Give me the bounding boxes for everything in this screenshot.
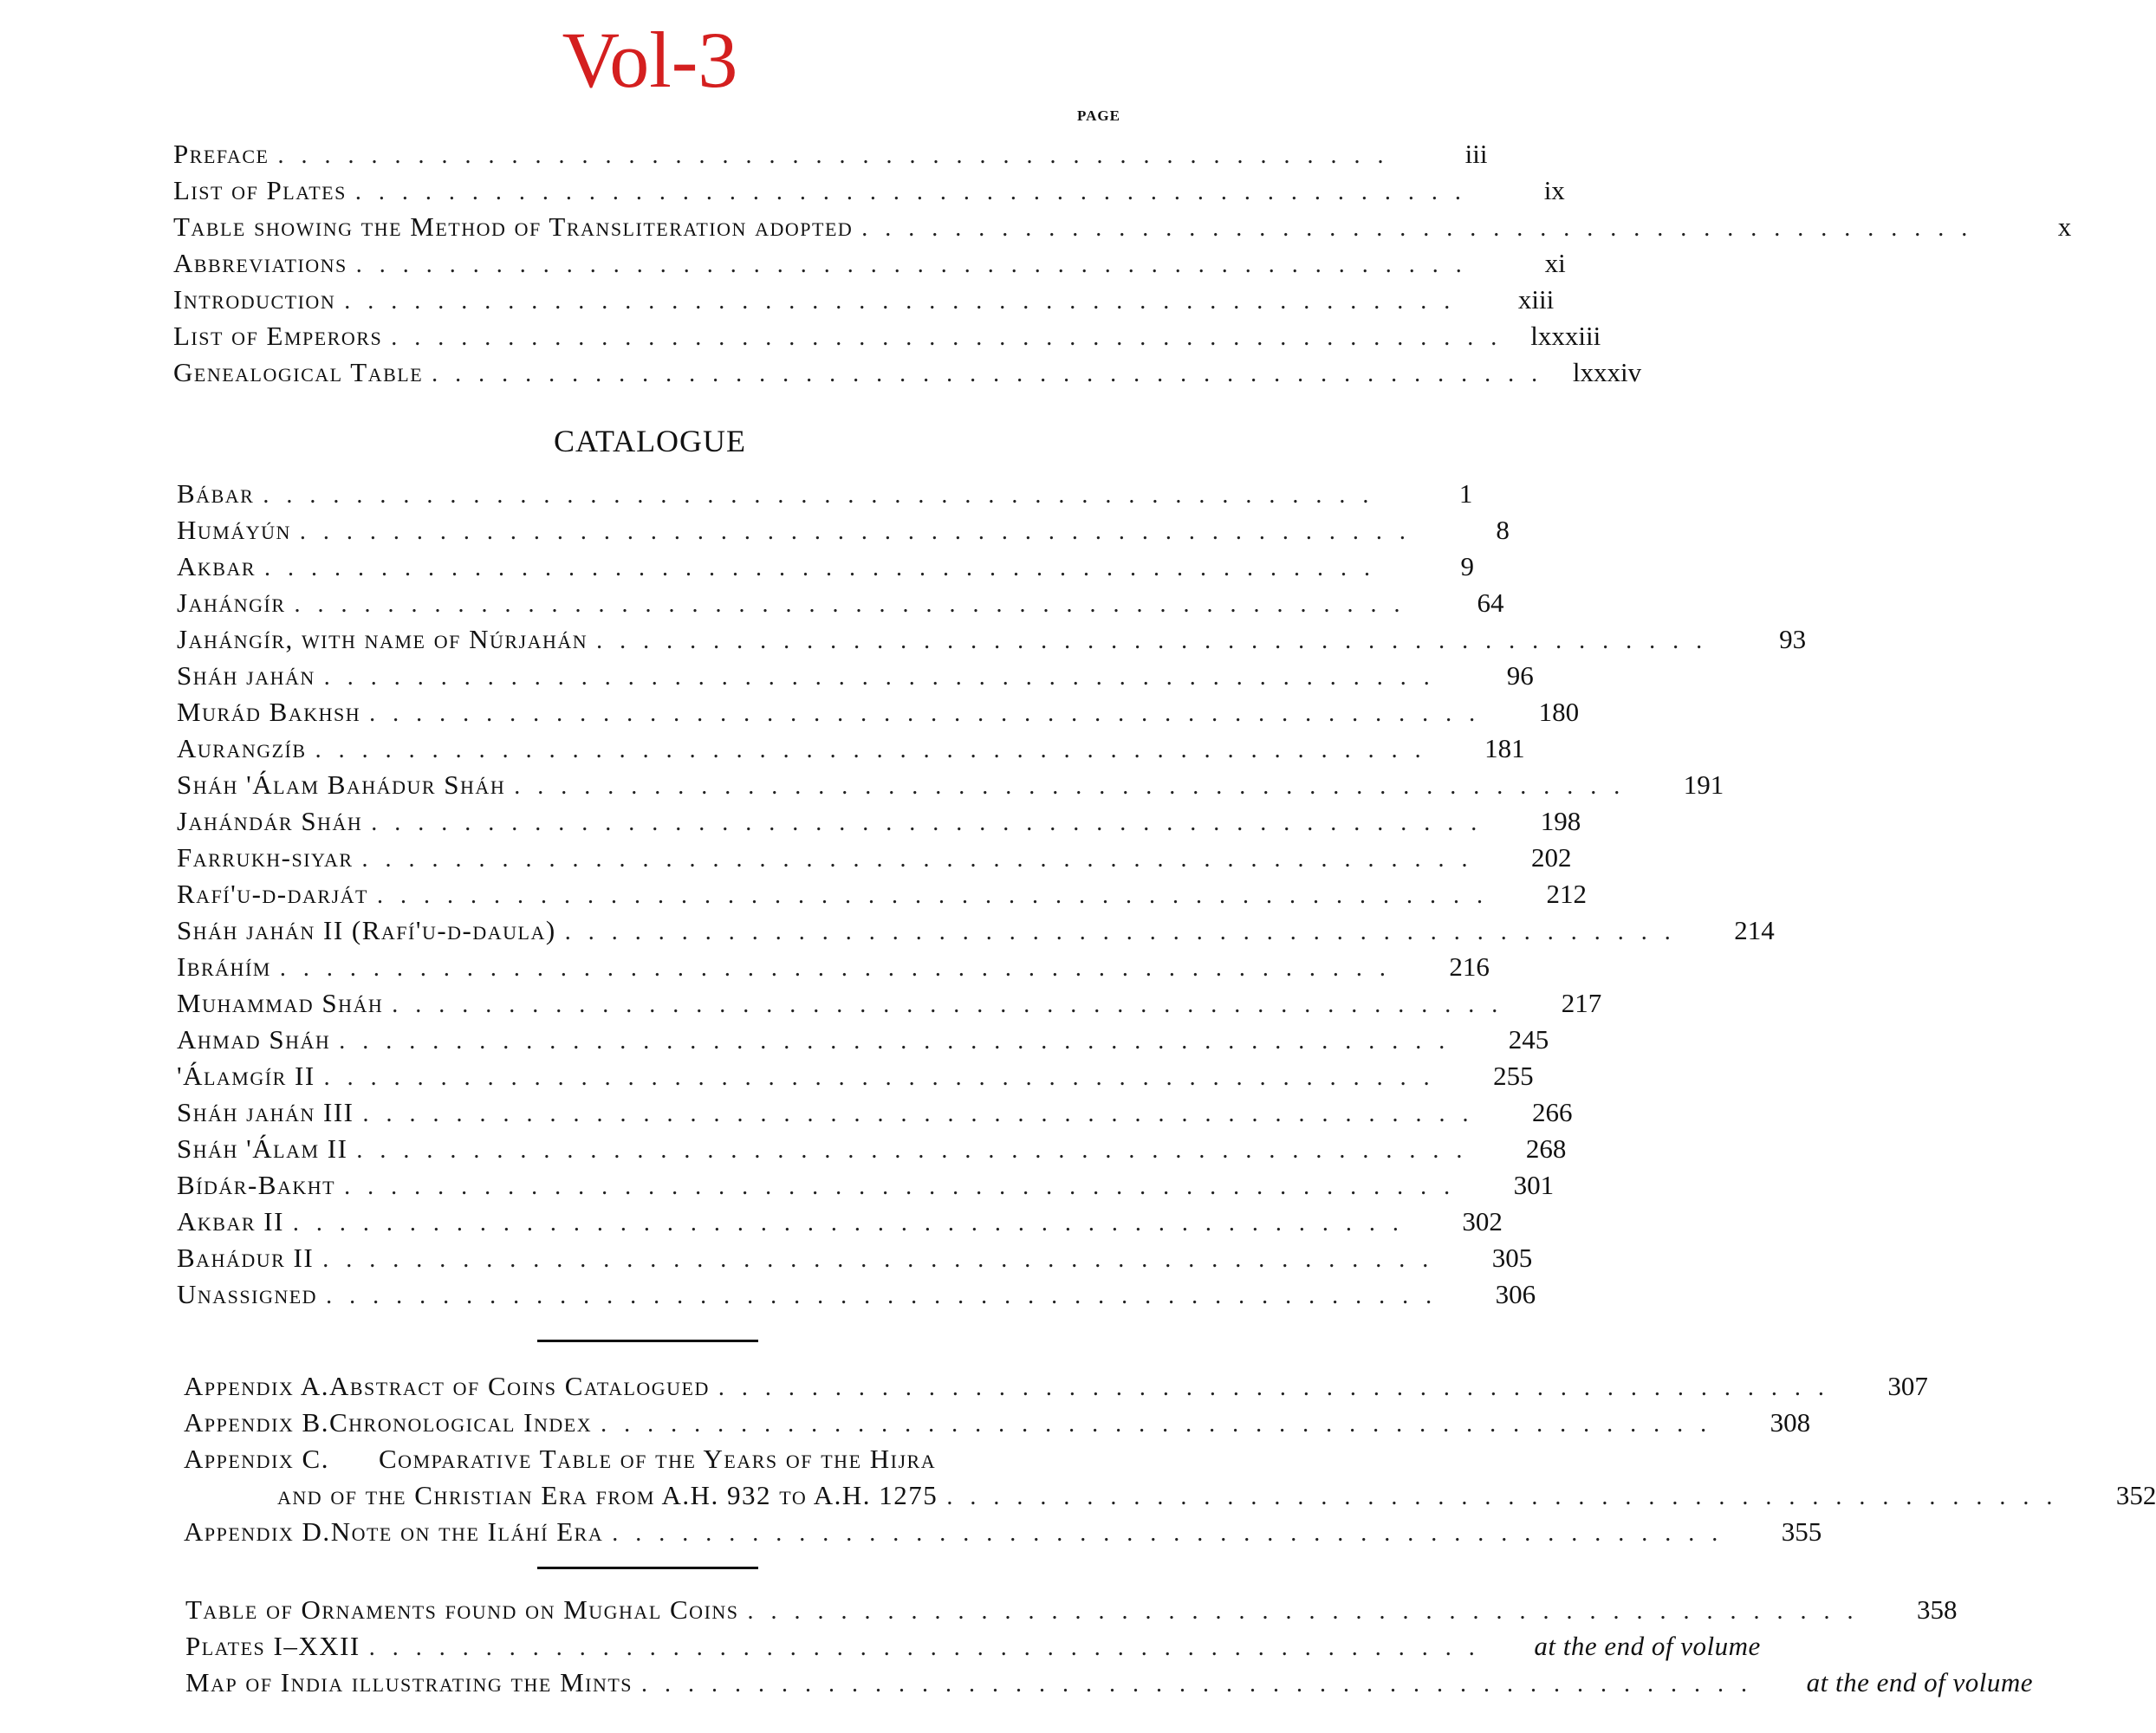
catalogue-page: 64 <box>1477 587 1504 618</box>
leader-dots: ................................................ <box>641 1671 1765 1697</box>
end-matter-row <box>185 1594 1958 1631</box>
catalogue-label: Sháh jahán III <box>177 1097 354 1127</box>
catalogue-label: Akbar <box>177 551 257 581</box>
catalogue-label: Bahádur II <box>177 1243 315 1273</box>
catalogue-row <box>177 1279 1536 1315</box>
toc-label: List of Emperors <box>173 321 383 351</box>
leader-dots: ................................................ <box>315 737 1438 763</box>
toc-label: Preface <box>173 139 270 169</box>
leader-dots: ................................................ <box>299 518 1423 545</box>
catalogue-page: 9 <box>1460 551 1475 581</box>
catalogue-label: Jahángír, with name of Núrjahán <box>177 624 588 654</box>
toc-page: lxxxiii <box>1530 321 1601 351</box>
catalogue-label: 'Álamgír II <box>177 1061 315 1091</box>
toc-row <box>173 139 1488 175</box>
catalogue-label: Bábar <box>177 478 255 509</box>
catalogue-page: 180 <box>1538 697 1580 727</box>
section-rule <box>537 1340 758 1342</box>
catalogue-page: 212 <box>1546 879 1587 909</box>
catalogue-row <box>177 697 1580 733</box>
catalogue-label: Aurangzíb <box>177 733 307 763</box>
catalogue-page: 198 <box>1540 806 1581 836</box>
catalogue-label: Farrukh-siyar <box>177 842 354 873</box>
catalogue-label: Sháh jahán <box>177 660 315 691</box>
appendix-continuation: and of the Christian Era from A.H. 932 to A.H. 1275 <box>277 1480 938 1510</box>
catalogue-row <box>177 915 1775 951</box>
catalogue-page: 266 <box>1532 1097 1573 1127</box>
catalogue-page: 181 <box>1484 733 1525 763</box>
leader-dots: ................................................ <box>612 1520 1736 1547</box>
leader-dots: ................................................ <box>355 251 1479 278</box>
catalogue-row <box>177 515 1510 551</box>
catalogue-label: Humáyún <box>177 515 291 545</box>
catalogue-row <box>177 806 1581 842</box>
leader-dots: ................................................ <box>564 918 1688 945</box>
leader-dots: ................................................ <box>339 1028 1463 1055</box>
catalogue-page: 216 <box>1449 951 1490 982</box>
catalogue-row <box>177 842 1572 879</box>
catalogue-label: Sháh jahán II (Rafí'u-d-daula) <box>177 915 556 945</box>
catalogue-page: 93 <box>1779 624 1807 654</box>
catalogue-page: 1 <box>1458 478 1473 509</box>
toc-row <box>173 211 2072 248</box>
toc-row <box>173 321 1601 357</box>
catalogue-row <box>177 879 1587 915</box>
catalogue-row <box>177 769 1724 806</box>
leader-dots: ................................................ <box>376 882 1500 909</box>
toc-page: iii <box>1464 139 1488 169</box>
leader-dots: ................................................ <box>601 1411 1724 1438</box>
catalogue-page: 191 <box>1683 769 1724 800</box>
leader-dots: ................................................ <box>946 1483 2070 1510</box>
appendix-page: 308 <box>1770 1407 1811 1438</box>
catalogue-page: 245 <box>1508 1024 1549 1055</box>
end-matter-row <box>185 1667 2034 1704</box>
leader-dots: ................................................ <box>292 1210 1416 1236</box>
leader-dots: ................................................ <box>277 142 1401 169</box>
catalogue-label: Akbar II <box>177 1206 284 1236</box>
leader-dots: ................................................ <box>344 288 1468 315</box>
toc-page: ix <box>1543 175 1565 205</box>
appendix-page: 307 <box>1887 1371 1928 1401</box>
catalogue-page: 214 <box>1734 915 1775 945</box>
catalogue-label: Sháh 'Álam Bahádur Sháh <box>177 769 506 800</box>
appendix-row <box>184 1444 936 1475</box>
toc-label: Introduction <box>173 284 336 315</box>
appendix-title: Abstract of Coins Catalogued <box>328 1371 710 1401</box>
catalogue-page: 302 <box>1462 1206 1503 1236</box>
leader-dots: ................................................ <box>294 591 1418 618</box>
leader-dots: ................................................ <box>718 1374 1841 1401</box>
appendix-title: Note on the Iláhí Era <box>330 1516 604 1547</box>
leader-dots: ................................................ <box>323 1064 1447 1091</box>
leader-dots: ................................................ <box>264 555 1388 581</box>
catalogue-row <box>177 624 1807 660</box>
catalogue-label: Murád Bakhsh <box>177 697 361 727</box>
toc-label: Table showing the Method of Transliteration adopted <box>173 211 854 242</box>
appendix-row <box>184 1407 1811 1444</box>
appendix-page: 352 <box>2115 1480 2156 1510</box>
catalogue-row <box>177 951 1490 988</box>
section-rule <box>537 1567 758 1569</box>
catalogue-row <box>177 1097 1573 1133</box>
leader-dots: ................................................ <box>354 178 1478 205</box>
catalogue-row <box>177 1170 1555 1206</box>
leader-dots: ................................................ <box>371 809 1495 836</box>
end-matter-label: Table of Ornaments found on Mughal Coins <box>185 1594 739 1625</box>
leader-dots: ................................................ <box>279 955 1403 982</box>
leader-dots: ................................................ <box>392 991 1516 1018</box>
end-matter-page: at the end of volume <box>1806 1667 2034 1697</box>
catalogue-row <box>177 733 1525 769</box>
appendix-title: Comparative Table of the Years of the Hijra <box>379 1444 937 1474</box>
leader-dots: ................................................ <box>596 627 1720 654</box>
appendix-page: 355 <box>1781 1516 1822 1547</box>
catalogue-page: 217 <box>1561 988 1602 1018</box>
catalogue-row <box>177 1061 1534 1097</box>
end-matter-page: at the end of volume <box>1534 1631 1761 1661</box>
end-matter-label: Map of India illustrating the Mints <box>185 1667 633 1697</box>
catalogue-row <box>177 1243 1533 1279</box>
leader-dots: ................................................ <box>747 1598 1871 1625</box>
catalogue-label: Ahmad Sháh <box>177 1024 331 1055</box>
volume-title: Vol-3 <box>562 16 738 104</box>
leader-dots: ................................................ <box>323 664 1447 691</box>
catalogue-page: 202 <box>1531 842 1572 873</box>
appendix-continuation-row <box>277 1480 2156 1516</box>
catalogue-page: 96 <box>1506 660 1534 691</box>
catalogue-page: 255 <box>1493 1061 1534 1091</box>
appendix-title: Chronological Index <box>328 1407 593 1438</box>
catalogue-label: Jahángír <box>177 587 286 618</box>
catalogue-label: Muhammad Sháh <box>177 988 384 1018</box>
appendix-row <box>184 1371 1928 1407</box>
catalogue-heading: CATALOGUE <box>553 424 747 458</box>
leader-dots: ................................................ <box>391 324 1515 351</box>
toc-page: xi <box>1544 248 1566 278</box>
toc-row <box>173 284 1555 321</box>
end-matter-page: 358 <box>1917 1594 1958 1625</box>
leader-dots: ................................................ <box>326 1282 1450 1309</box>
catalogue-row <box>177 1206 1503 1243</box>
catalogue-row <box>177 587 1504 624</box>
catalogue-label: Unassigned <box>177 1279 318 1309</box>
toc-page: xiii <box>1517 284 1555 315</box>
catalogue-page: 268 <box>1525 1133 1567 1164</box>
leader-dots: ................................................ <box>861 215 1985 242</box>
catalogue-row <box>177 551 1475 587</box>
appendix-row <box>184 1516 1822 1553</box>
end-matter-row <box>185 1631 1761 1667</box>
leader-dots: ................................................ <box>362 1100 1486 1127</box>
catalogue-page: 301 <box>1513 1170 1555 1200</box>
leader-dots: ................................................ <box>361 846 1485 873</box>
toc-label: List of Plates <box>173 175 347 205</box>
catalogue-label: Rafí'u-d-darját <box>177 879 368 909</box>
catalogue-row <box>177 660 1534 697</box>
leader-dots: ................................................ <box>344 1173 1468 1200</box>
catalogue-label: Ibráhím <box>177 951 271 982</box>
appendix-key: Appendix C. <box>184 1444 329 1474</box>
leader-dots: ................................................ <box>368 1634 1492 1661</box>
catalogue-row <box>177 1133 1567 1170</box>
appendix-key: Appendix B. <box>184 1407 329 1438</box>
toc-row <box>173 175 1565 211</box>
catalogue-page: 306 <box>1495 1279 1536 1309</box>
toc-page: x <box>2057 211 2072 242</box>
leader-dots: ................................................ <box>322 1246 1446 1273</box>
appendix-key: Appendix A. <box>184 1371 329 1401</box>
catalogue-row <box>177 988 1602 1024</box>
catalogue-row <box>177 478 1473 515</box>
leader-dots: ................................................ <box>514 773 1638 800</box>
catalogue-label: Sháh 'Álam II <box>177 1133 348 1164</box>
toc-label: Abbreviations <box>173 248 347 278</box>
toc-row <box>173 248 1566 284</box>
toc-page: lxxxiv <box>1572 357 1642 387</box>
leader-dots: ................................................ <box>263 482 1386 509</box>
catalogue-label: Bídár-Bakht <box>177 1170 336 1200</box>
toc-row <box>173 357 1642 393</box>
catalogue-page: 305 <box>1491 1243 1533 1273</box>
catalogue-label: Jahándár Sháh <box>177 806 363 836</box>
leader-dots: ................................................ <box>356 1137 1480 1164</box>
leader-dots: ................................................ <box>369 700 1493 727</box>
catalogue-page: 8 <box>1496 515 1510 545</box>
appendix-key: Appendix D. <box>184 1516 331 1547</box>
end-matter-label: Plates I–XXII <box>185 1631 360 1661</box>
page-column-header: PAGE <box>1077 107 1120 124</box>
catalogue-row <box>177 1024 1549 1061</box>
leader-dots: ................................................ <box>432 360 1555 387</box>
toc-label: Genealogical Table <box>173 357 424 387</box>
